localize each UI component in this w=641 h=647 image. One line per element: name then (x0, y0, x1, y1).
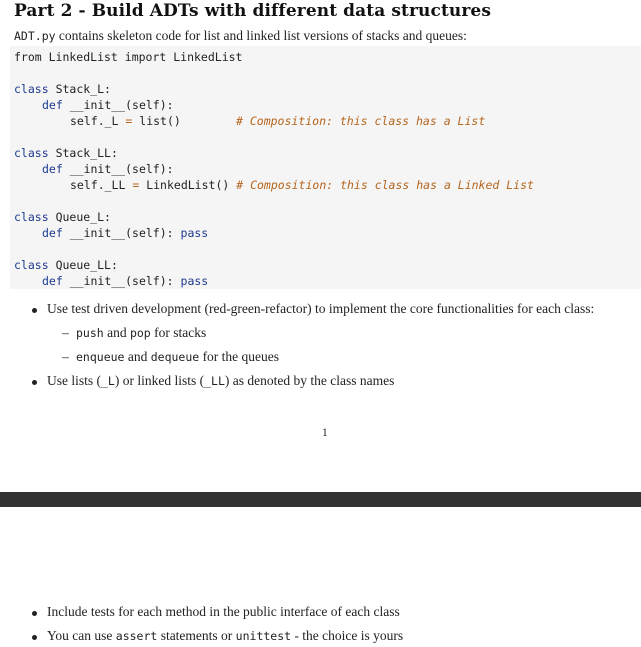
text-and: and (103, 325, 130, 340)
code-comment-stack-l: # Composition: this class has a List (236, 114, 486, 128)
class-keyword: class (14, 82, 49, 96)
text-part: ) or linked lists ( (114, 373, 205, 388)
method-signature: __init__(self): (69, 162, 174, 176)
code-block (10, 46, 641, 289)
code-suffix-l: _L (101, 374, 115, 388)
bullet-dot (32, 380, 37, 385)
code-init-stack-l (42, 97, 174, 113)
assign-lhs: self._L (70, 114, 119, 128)
code-init-queue-ll (42, 273, 208, 289)
bullet-dot (32, 611, 37, 616)
code-dequeue: dequeue (150, 350, 200, 364)
text-rest: for stacks (150, 325, 207, 340)
bullet-assert (34, 628, 403, 644)
bullet-dot (32, 635, 37, 640)
code-pop: pop (129, 326, 151, 340)
method-signature: __init__(self): (69, 98, 174, 112)
code-class-queue-l (14, 209, 111, 225)
class-name: Queue_L: (55, 210, 111, 224)
text-part: You can use (47, 628, 116, 643)
bullet-tests (34, 604, 400, 620)
text-rest: for the queues (199, 349, 280, 364)
intro-paragraph (14, 28, 467, 44)
assign-lhs: self._LL (70, 178, 126, 192)
class-name: Stack_L: (55, 82, 111, 96)
text-part: ) as denoted by the class names (224, 373, 395, 388)
code-class-stack-ll (14, 145, 118, 161)
bullet-assert-text (47, 628, 403, 643)
assign-rhs: list() (139, 114, 181, 128)
document-page-2 (0, 507, 641, 647)
page-divider (0, 492, 641, 507)
method-signature: __init__(self): (69, 274, 174, 288)
code-class-queue-ll (14, 257, 118, 273)
class-keyword: class (14, 146, 49, 160)
code-init-queue-l (42, 225, 208, 241)
pass-keyword: pass (180, 274, 209, 288)
def-keyword: def (42, 274, 63, 288)
code-body-stack-l (70, 113, 181, 129)
dash-glyph: – (62, 325, 69, 340)
class-name: Queue_LL: (55, 258, 118, 272)
code-class-stack-l (14, 81, 111, 97)
code-init-stack-ll (42, 161, 174, 177)
page-number: 1 (322, 427, 328, 439)
method-signature: __init__(self): (69, 226, 174, 240)
intro-filename: ADT.py (14, 29, 56, 43)
bullet-tests-text: Include tests for each method in the public interface of each class (47, 604, 400, 619)
text-and: and (124, 349, 151, 364)
class-keyword: class (14, 210, 49, 224)
bullet-lists-text (47, 373, 394, 388)
code-enqueue: enqueue (76, 350, 125, 364)
class-name: Stack_LL: (55, 146, 118, 160)
text-part: - the choice is yours (291, 628, 404, 643)
assign-rhs: LinkedList() (146, 178, 230, 192)
bullet-dot (32, 308, 37, 313)
intro-text: contains skeleton code for list and linked list versions of stacks and queues: (55, 28, 467, 43)
bullet-tdd-text: Use test driven development (red-green-refactor) to implement the core functionalities for each class: (47, 301, 595, 316)
dash-glyph: – (62, 349, 69, 364)
assign-op: = (125, 114, 133, 128)
sub-bullet-queues (62, 349, 279, 365)
text-part: Use lists ( (47, 373, 101, 388)
pass-keyword: pass (180, 226, 209, 240)
def-keyword: def (42, 98, 63, 112)
code-import-line: from LinkedList import LinkedList (14, 50, 243, 64)
def-keyword: def (42, 226, 63, 240)
code-unittest: unittest (235, 629, 292, 643)
code-push: push (76, 326, 104, 340)
class-keyword: class (14, 258, 49, 272)
text-part: statements or (157, 628, 236, 643)
assign-op: = (132, 178, 140, 192)
bullet-tdd (34, 301, 594, 317)
code-body-stack-ll (70, 177, 534, 193)
sub-bullet-stacks (62, 325, 206, 341)
code-comment-stack-ll: # Composition: this class has a Linked List (236, 178, 534, 192)
code-suffix-ll: _LL (204, 374, 225, 388)
code-assert: assert (115, 629, 158, 643)
def-keyword: def (42, 162, 63, 176)
section-title: Part 2 - Build ADTs with different data structures (14, 1, 491, 21)
bullet-lists (34, 373, 394, 389)
